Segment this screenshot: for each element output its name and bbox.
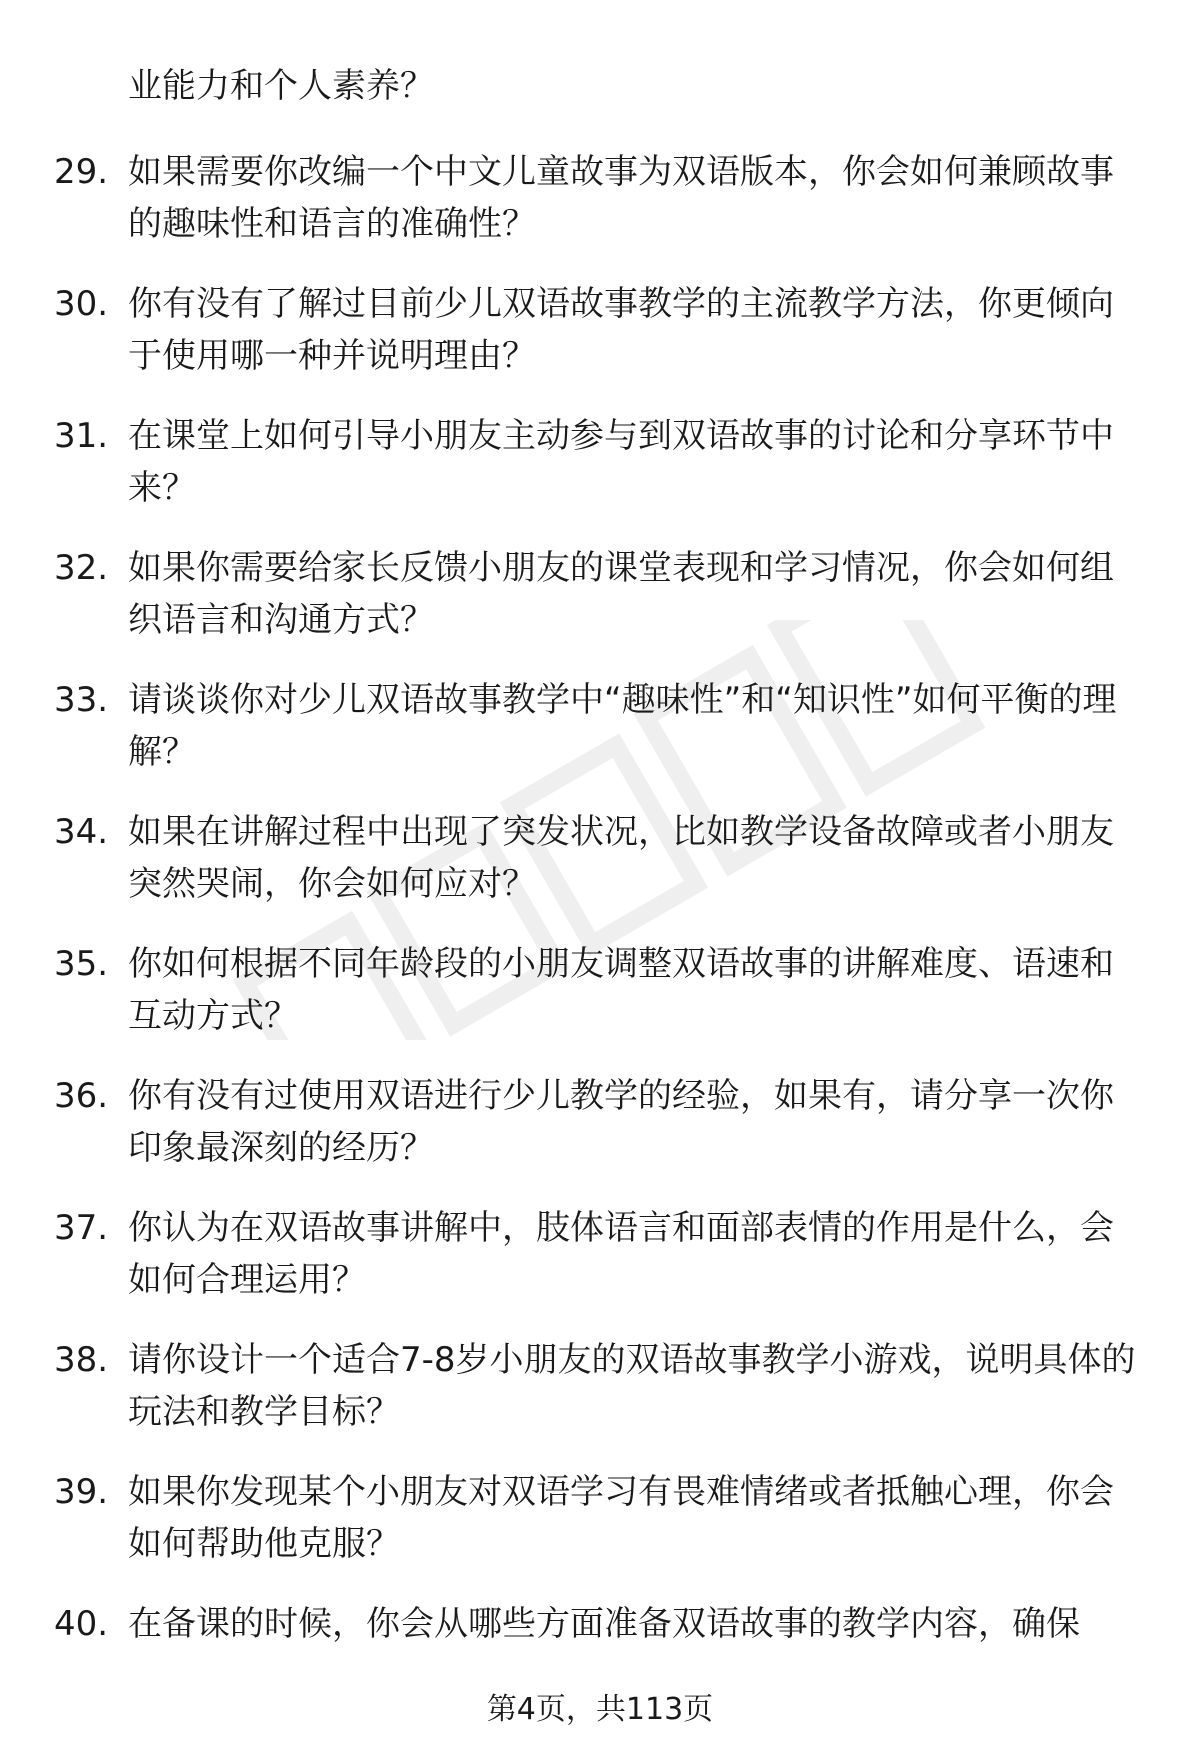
question-number: 30.: [54, 284, 109, 324]
question-number: 34.: [54, 812, 109, 852]
question-item-38: [0, 1334, 1200, 1466]
question-number: 32.: [54, 548, 109, 588]
question-number: 31.: [54, 416, 109, 456]
question-text: 如果需要你改编一个中文儿童故事为双语版本，你会如何兼顾故事的趣味性和语言的准确性？: [128, 152, 1114, 244]
question-number: 29.: [54, 152, 109, 192]
question-number: 39.: [54, 1472, 109, 1512]
question-text: 如果在讲解过程中出现了突发状况，比如教学设备故障或者小朋友突然哭闹，你会如何应对？: [128, 812, 1114, 904]
question-text: 你有没有了解过目前少儿双语故事教学的主流教学方法，你更倾向于使用哪一种并说明理由？: [128, 284, 1114, 376]
question-item-34: [0, 806, 1200, 938]
question-list: [0, 146, 1200, 1730]
question-item-29: [0, 146, 1200, 278]
question-text: 请谈谈你对少儿双语故事教学中“趣味性”和“知识性”如何平衡的理解？: [128, 680, 1117, 772]
question-item-30: [0, 278, 1200, 410]
question-number: 36.: [54, 1076, 109, 1116]
question-number: 35.: [54, 944, 109, 984]
question-text: 你有没有过使用双语进行少儿教学的经验，如果有，请分享一次你印象最深刻的经历？: [128, 1076, 1114, 1168]
question-item-37: [0, 1202, 1200, 1334]
question-item-33: [0, 674, 1200, 806]
question-text: 如果你发现某个小朋友对双语学习有畏难情绪或者抵触心理，你会如何帮助他克服？: [128, 1472, 1114, 1564]
question-item-35: [0, 938, 1200, 1070]
question-number: 37.: [54, 1208, 109, 1248]
question-text: 你认为在双语故事讲解中，肢体语言和面部表情的作用是什么，会如何合理运用？: [128, 1208, 1114, 1300]
question-number: 40.: [54, 1604, 109, 1644]
question-number: 33.: [54, 680, 109, 720]
question-item-36: [0, 1070, 1200, 1202]
question-item-39: [0, 1466, 1200, 1598]
question-text: 如果你需要给家长反馈小朋友的课堂表现和学习情况，你会如何组织语言和沟通方式？: [128, 548, 1114, 640]
continuation-text: 业能力和个人素养？: [128, 66, 434, 106]
page-footer: 第4页，共113页: [486, 1692, 714, 1727]
question-text: 你如何根据不同年龄段的小朋友调整双语故事的讲解难度、语速和互动方式？: [128, 944, 1114, 1036]
question-text: 在备课的时候，你会从哪些方面准备双语故事的教学内容，确保: [128, 1604, 1080, 1644]
question-item-31: [0, 410, 1200, 542]
question-number: 38.: [54, 1340, 109, 1380]
question-item-32: [0, 542, 1200, 674]
question-text: 请你设计一个适合7-8岁小朋友的双语故事教学小游戏，说明具体的玩法和教学目标？: [128, 1340, 1136, 1432]
question-text: 在课堂上如何引导小朋友主动参与到双语故事的讨论和分享环节中来？: [128, 416, 1114, 508]
